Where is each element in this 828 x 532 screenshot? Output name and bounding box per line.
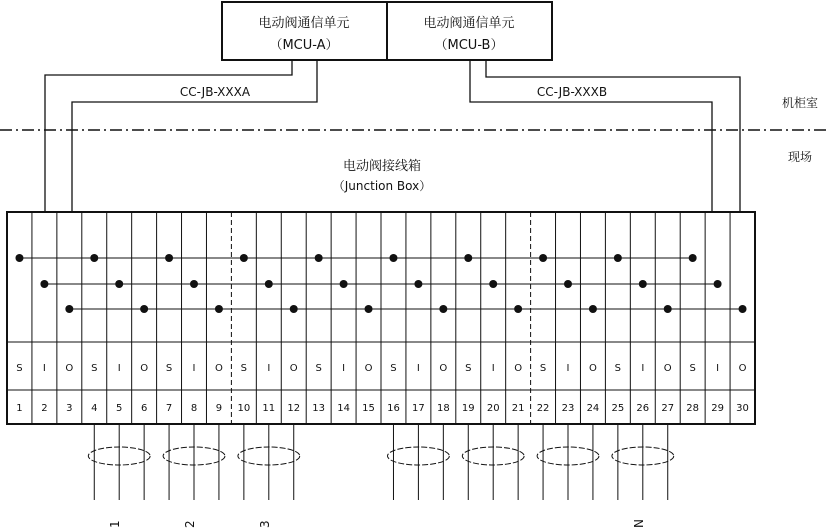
mcu-b-name: 电动阀通信单元 [423, 16, 515, 31]
terminal-connection-dot [240, 254, 248, 262]
terminal-connection-dot [15, 254, 23, 262]
terminal-connection-dot [340, 280, 348, 288]
signal-label: I [716, 363, 720, 374]
signal-label: I [267, 363, 271, 374]
signal-label: S [240, 363, 248, 374]
terminal-number: 5 [116, 403, 123, 414]
terminal-number: 18 [436, 403, 450, 414]
valve-label: N [631, 519, 646, 528]
terminal-connection-dot [714, 280, 722, 288]
terminal-connection-dot [489, 280, 497, 288]
signal-label: S [165, 363, 173, 374]
terminal-number: 16 [387, 403, 400, 414]
signal-label: S [689, 363, 696, 374]
terminal-number: 22 [536, 403, 550, 414]
terminal-connection-dot [464, 254, 472, 262]
valve-label: 2 [183, 520, 197, 528]
terminal-number: 13 [312, 403, 326, 414]
terminal-number: 2 [41, 403, 48, 414]
signal-label: S [614, 363, 622, 374]
terminal-connection-dot [215, 305, 223, 313]
terminal-connection-dot [315, 254, 323, 262]
terminal-connection-dot [140, 305, 148, 313]
terminal-connection-dot [265, 280, 273, 288]
terminal-number: 20 [486, 403, 500, 414]
cable-b-label: CC-JB-XXXB [536, 85, 608, 99]
terminal-number: 27 [661, 403, 675, 414]
terminal-number: 14 [337, 403, 350, 414]
signal-label: I [342, 363, 346, 374]
signal-label: I [42, 363, 46, 374]
mcu-b-code: （MCU-B） [434, 38, 504, 53]
terminal-number: 12 [287, 403, 301, 414]
terminal-connection-dot [739, 305, 747, 313]
terminal-number: 3 [66, 403, 73, 414]
cable-b-wires [470, 60, 740, 212]
terminal-connection-dot [65, 305, 73, 313]
mcu-a-name: 电动阀通信单元 [258, 16, 350, 31]
zone-lower-label: 现场 [787, 150, 813, 164]
terminal-strip [7, 212, 755, 424]
cable-a-label: CC-JB-XXXA [179, 85, 251, 99]
terminal-number: 17 [412, 403, 425, 414]
signal-label: I [491, 363, 495, 374]
signal-label: O [588, 363, 597, 374]
terminal-number: 28 [686, 403, 700, 414]
signal-label: O [65, 363, 74, 374]
signal-label: O [140, 363, 149, 374]
terminal-number: 19 [461, 403, 475, 414]
terminal-connection-dot [290, 305, 298, 313]
cable-a-wire-inner [72, 60, 317, 212]
signal-label: O [439, 363, 448, 374]
cable-a-wire-outer [45, 60, 292, 212]
terminal-number: 10 [237, 403, 251, 414]
terminal-number: 7 [165, 403, 173, 414]
signal-label: O [663, 363, 672, 374]
terminal-connection-dot [190, 280, 198, 288]
terminal-number: 4 [91, 403, 98, 414]
signal-label: S [91, 363, 98, 374]
cable-b-wire-outer [486, 60, 740, 212]
terminal-connection-dot [115, 280, 123, 288]
terminal-connection-dot [539, 254, 547, 262]
terminal-number: 8 [190, 403, 198, 414]
terminal-connection-dot [639, 280, 647, 288]
terminal-number: 24 [586, 403, 600, 414]
terminal-connection-dot [365, 305, 373, 313]
signal-label: O [214, 363, 223, 374]
terminal-connection-dot [439, 305, 447, 313]
signal-label: I [416, 363, 420, 374]
signal-label: I [641, 363, 645, 374]
terminal-connection-dot [165, 254, 173, 262]
terminal-number: 29 [711, 403, 724, 414]
terminal-connection-dot [414, 280, 422, 288]
terminal-number: 11 [262, 403, 276, 414]
terminal-connection-dot [614, 254, 622, 262]
cable-a-wires [45, 60, 317, 212]
junction-box-name: 电动阀接线箱 [342, 159, 422, 174]
terminal-number: 30 [736, 403, 749, 414]
signal-label: S [465, 363, 472, 374]
terminal-connection-dot [90, 254, 98, 262]
signal-label: O [514, 363, 523, 374]
terminal-connection-dot [689, 254, 697, 262]
signal-label: O [289, 363, 298, 374]
signal-label: I [566, 363, 570, 374]
terminal-number: 25 [611, 403, 625, 414]
terminal-number: 15 [362, 403, 375, 414]
cable-b-wire-inner [470, 60, 712, 212]
signal-label: O [364, 363, 373, 374]
valve-label: 3 [257, 520, 272, 528]
terminal-connection-dot [664, 305, 672, 313]
junction-box-english: （Junction Box） [332, 179, 432, 193]
mcu-b-unit [387, 2, 552, 60]
zone-upper-label: 机柜室 [781, 96, 819, 110]
signal-label: O [738, 363, 747, 374]
valve-label-row [108, 519, 646, 528]
terminal-number: 23 [561, 403, 575, 414]
valve-label: 1 [108, 520, 123, 528]
signal-label: S [315, 363, 322, 374]
signal-label: I [117, 363, 121, 374]
mcu-a-unit [222, 2, 387, 60]
signal-label: S [16, 363, 23, 374]
terminal-connection-dot [389, 254, 397, 262]
field-valve-cables [88, 424, 673, 500]
terminal-connection-dot [40, 280, 48, 288]
terminal-number: 9 [215, 403, 223, 414]
terminal-connection-dot [589, 305, 597, 313]
terminal-number: 21 [511, 403, 525, 414]
terminal-connection-dot [514, 305, 522, 313]
mcu-a-code: （MCU-A） [269, 38, 339, 53]
terminal-connection-dot [564, 280, 572, 288]
signal-label: I [192, 363, 196, 374]
signal-label: S [390, 363, 397, 374]
terminal-number: 1 [16, 403, 23, 414]
terminal-number: 6 [140, 403, 148, 414]
terminal-number: 26 [636, 403, 650, 414]
signal-label: S [539, 363, 547, 374]
